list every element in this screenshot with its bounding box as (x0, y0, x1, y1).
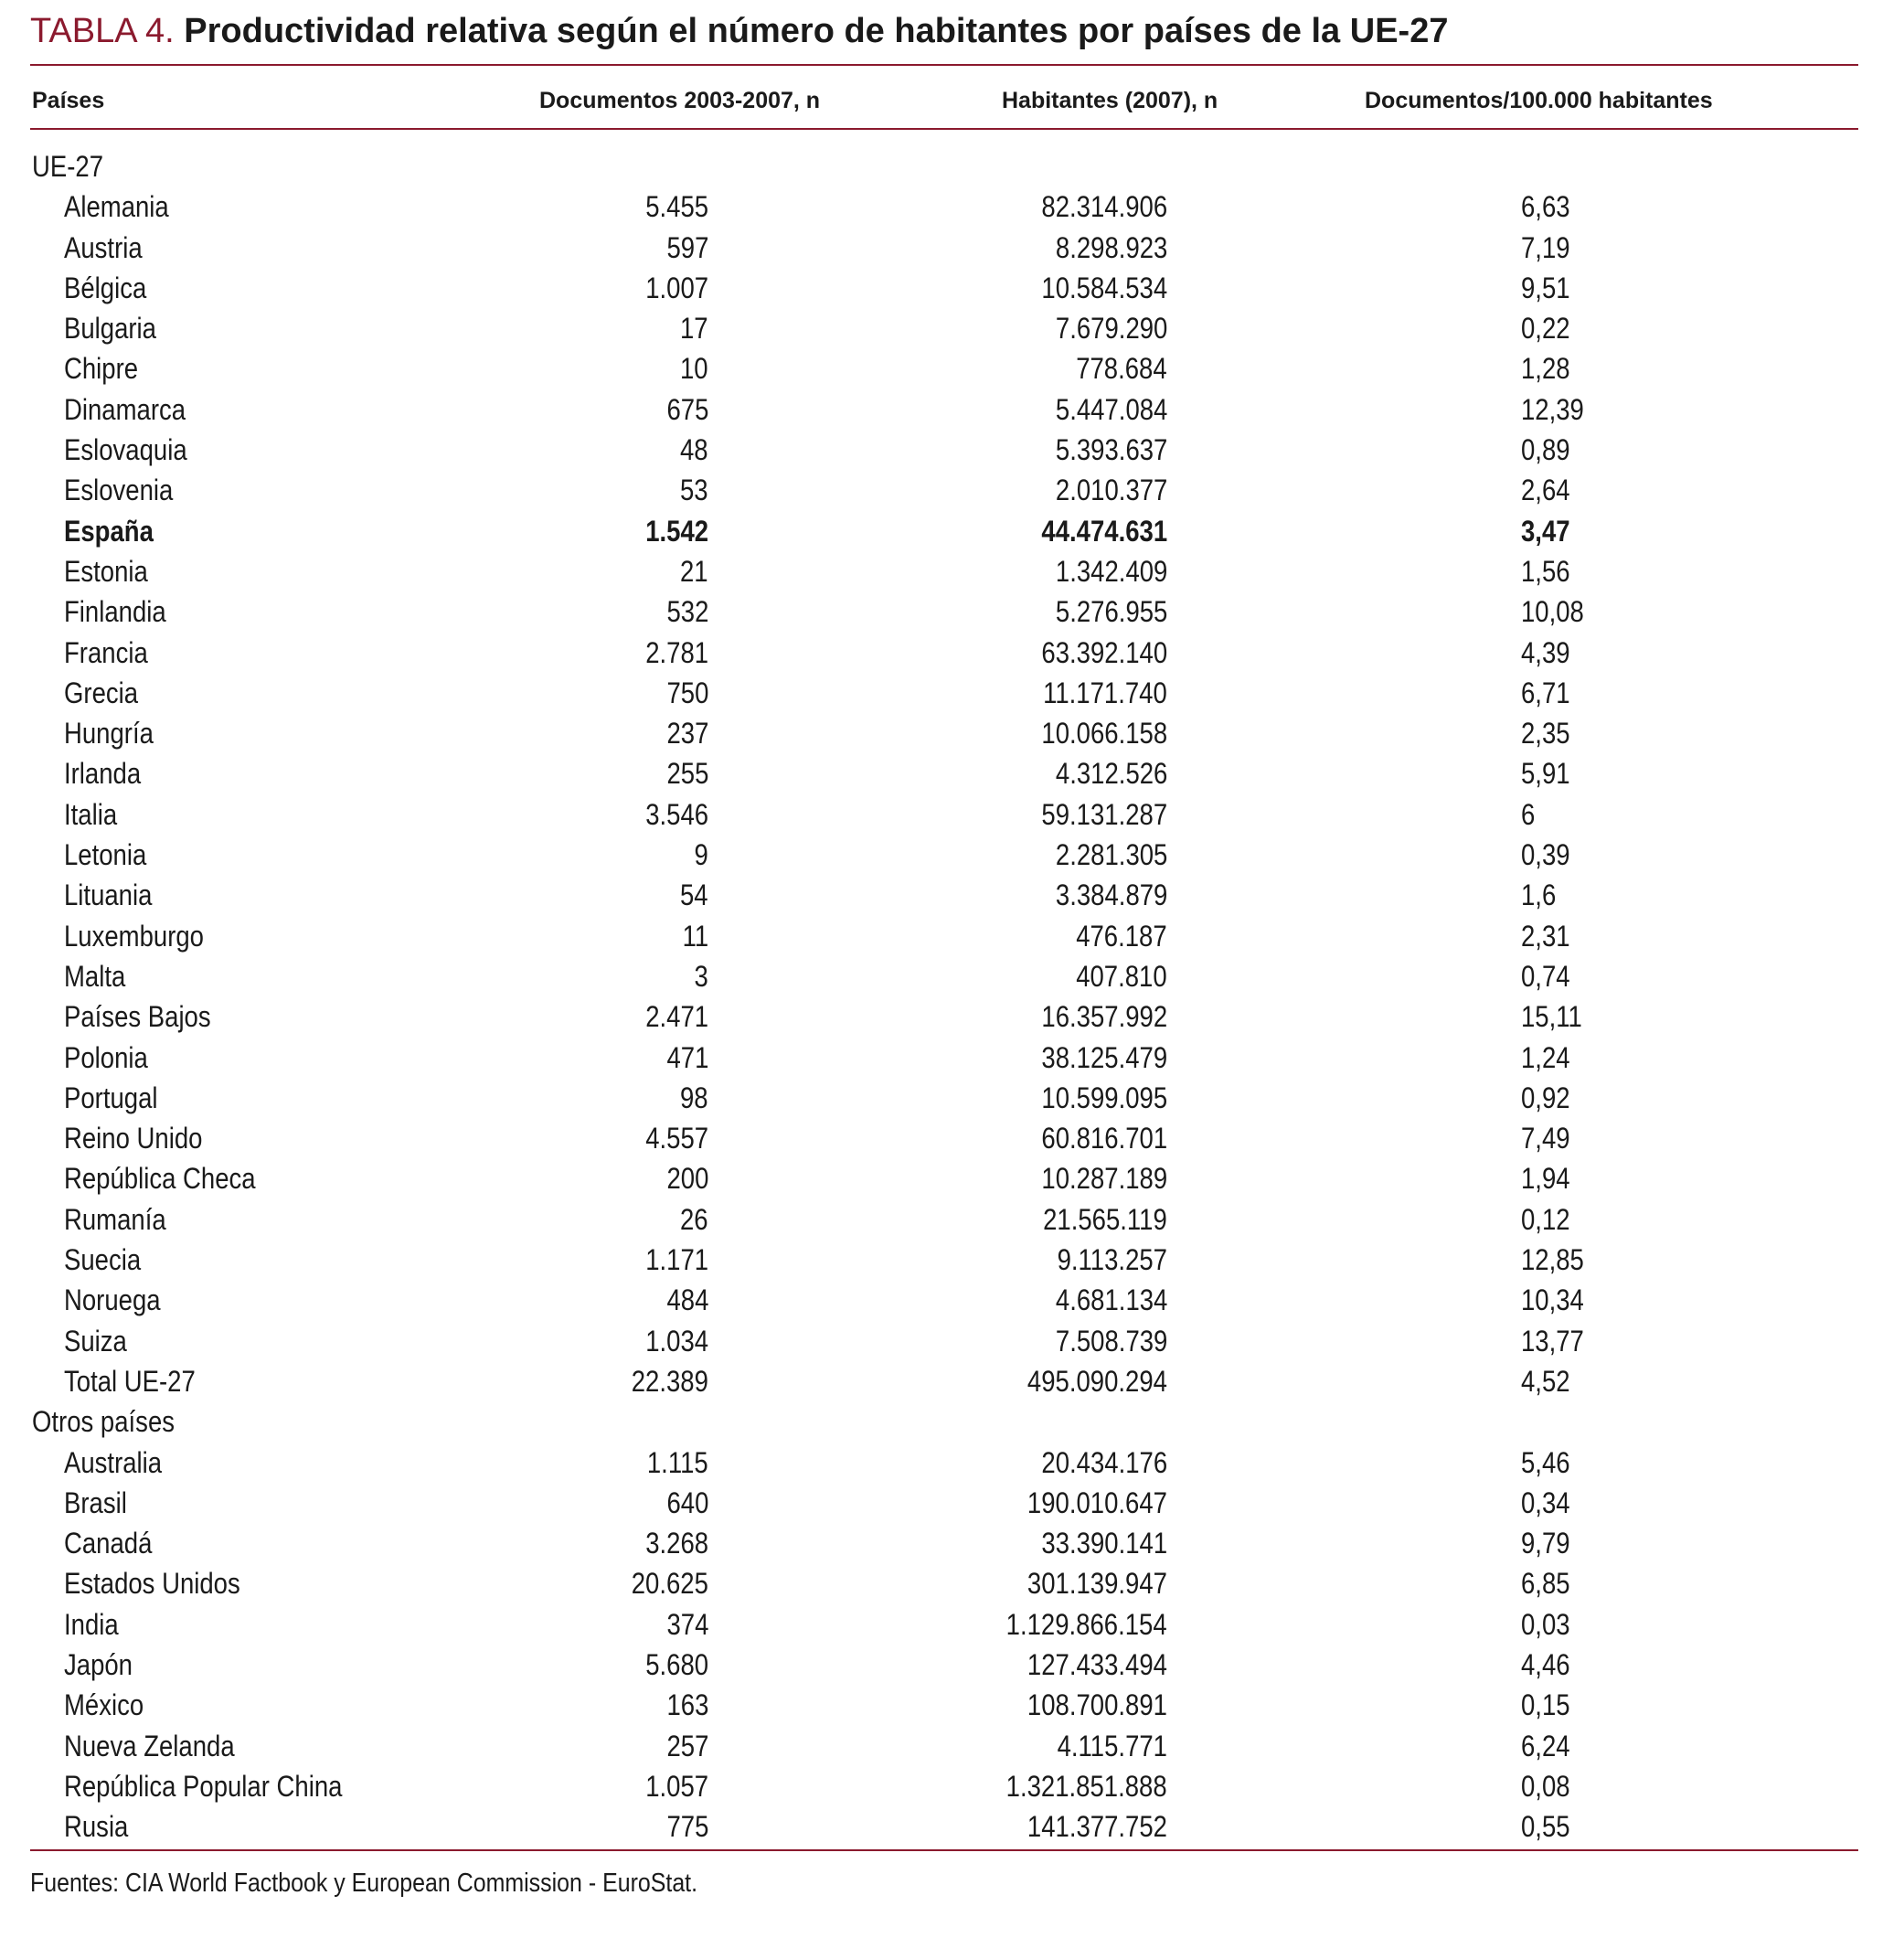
cell-country: Finlandia (64, 595, 166, 629)
cell-country: España (64, 514, 154, 548)
cell-inhabitants: 127.433.494 (1026, 1647, 1167, 1681)
cell-ratio: 0,74 (1521, 959, 1570, 993)
table-row (0, 470, 1904, 510)
table-row (0, 1240, 1904, 1280)
table-row (0, 633, 1904, 673)
cell-ratio: 0,12 (1521, 1202, 1570, 1236)
cell-ratio: 7,19 (1521, 230, 1570, 264)
cell-ratio: 0,15 (1521, 1688, 1570, 1722)
cell-country: Hungría (64, 717, 154, 751)
cell-documents: 2.471 (645, 1000, 708, 1034)
table-source-note: Fuentes: CIA World Factbook y European Commission - EuroStat. (30, 1869, 698, 1898)
cell-ratio: 0,92 (1521, 1081, 1570, 1114)
cell-inhabitants: 301.139.947 (1026, 1567, 1167, 1601)
cell-country: República Popular China (64, 1769, 343, 1803)
cell-country: Reino Unido (64, 1122, 203, 1155)
header-rule (30, 128, 1858, 130)
cell-country: Canadá (64, 1527, 153, 1560)
cell-country: Rusia (64, 1810, 129, 1844)
cell-inhabitants: 10.584.534 (1041, 271, 1167, 304)
cell-inhabitants: 20.434.176 (1041, 1445, 1167, 1479)
table-number: TABLA 4. (30, 12, 175, 50)
cell-inhabitants: 4.115.771 (1057, 1729, 1167, 1762)
cell-country: Suiza (64, 1324, 127, 1358)
cell-ratio: 5,46 (1521, 1445, 1570, 1479)
cell-documents: 3 (694, 959, 708, 993)
cell-documents: 1.034 (645, 1324, 708, 1358)
cell-country: Eslovaquia (64, 433, 187, 467)
cell-documents: 163 (666, 1688, 708, 1722)
table-row (0, 1563, 1904, 1603)
table-row (0, 1443, 1904, 1483)
cell-ratio: 6,63 (1521, 190, 1570, 224)
cell-documents: 4.557 (645, 1122, 708, 1155)
cell-inhabitants: 3.384.879 (1055, 878, 1167, 912)
cell-ratio: 1,94 (1521, 1162, 1570, 1196)
table-row (0, 1361, 1904, 1401)
cell-country: Total UE-27 (64, 1364, 196, 1398)
cell-country: Otros países (32, 1405, 176, 1439)
cell-documents: 3.268 (645, 1527, 708, 1560)
cell-inhabitants: 778.684 (1076, 352, 1167, 386)
table-row (0, 1685, 1904, 1725)
table-row (0, 389, 1904, 430)
cell-ratio: 4,46 (1521, 1647, 1570, 1681)
cell-ratio: 15,11 (1521, 1000, 1582, 1034)
cell-ratio: 6,85 (1521, 1567, 1570, 1601)
cell-country: Alemania (64, 190, 169, 224)
cell-country: Lituania (64, 878, 153, 912)
cell-inhabitants: 9.113.257 (1057, 1243, 1167, 1277)
cell-inhabitants: 5.447.084 (1055, 392, 1167, 426)
table-row (0, 916, 1904, 956)
cell-documents: 374 (666, 1607, 708, 1641)
cell-ratio: 6,24 (1521, 1729, 1570, 1762)
cell-inhabitants: 5.276.955 (1055, 595, 1167, 629)
cell-ratio: 10,08 (1521, 595, 1584, 629)
cell-country: India (64, 1607, 119, 1641)
cell-inhabitants: 60.816.701 (1041, 1122, 1167, 1155)
cell-inhabitants: 407.810 (1076, 959, 1167, 993)
cell-documents: 26 (680, 1202, 708, 1236)
cell-documents: 48 (680, 433, 708, 467)
cell-documents: 5.680 (645, 1647, 708, 1681)
cell-documents: 597 (666, 230, 708, 264)
column-header-country: Países (32, 88, 105, 113)
table-caption: Productividad relativa según el número de habitantes por países de la UE-27 (184, 12, 1449, 50)
table-row (0, 1078, 1904, 1118)
cell-inhabitants: 63.392.140 (1041, 635, 1167, 669)
cell-inhabitants: 141.377.752 (1026, 1810, 1167, 1844)
table-row (0, 591, 1904, 632)
table-row (0, 713, 1904, 753)
table-row (0, 1280, 1904, 1320)
table-row (0, 835, 1904, 875)
table-row (0, 511, 1904, 551)
cell-country: Bélgica (64, 271, 147, 304)
cell-inhabitants: 1.129.866.154 (1006, 1607, 1167, 1641)
table-row (0, 1523, 1904, 1563)
table-section-row (0, 1401, 1904, 1442)
cell-documents: 200 (666, 1162, 708, 1196)
table-row (0, 268, 1904, 308)
cell-ratio: 0,89 (1521, 433, 1570, 467)
cell-ratio: 9,79 (1521, 1527, 1570, 1560)
cell-inhabitants: 190.010.647 (1026, 1485, 1167, 1519)
cell-ratio: 0,39 (1521, 838, 1570, 872)
cell-country: Estados Unidos (64, 1567, 240, 1601)
cell-documents: 471 (666, 1040, 708, 1074)
cell-country: Bulgaria (64, 312, 156, 346)
cell-ratio: 12,39 (1521, 392, 1584, 426)
cell-ratio: 3,47 (1521, 514, 1570, 548)
cell-country: Países Bajos (64, 1000, 211, 1034)
cell-documents: 1.115 (647, 1445, 708, 1479)
cell-country: Grecia (64, 676, 139, 709)
column-header-documents: Documentos 2003-2007, n (539, 88, 821, 113)
cell-ratio: 13,77 (1521, 1324, 1584, 1358)
cell-country: Luxemburgo (64, 919, 204, 953)
cell-inhabitants: 38.125.479 (1041, 1040, 1167, 1074)
cell-ratio: 12,85 (1521, 1243, 1584, 1277)
cell-inhabitants: 59.131.287 (1041, 797, 1167, 831)
table-section-row (0, 146, 1904, 186)
cell-documents: 1.542 (645, 514, 708, 548)
cell-documents: 750 (666, 676, 708, 709)
cell-inhabitants: 1.342.409 (1055, 554, 1167, 588)
cell-country: Dinamarca (64, 392, 186, 426)
table-row (0, 1321, 1904, 1361)
top-rule (30, 64, 1858, 66)
cell-inhabitants: 4.681.134 (1055, 1283, 1167, 1317)
table-row (0, 673, 1904, 713)
bottom-rule (30, 1849, 1858, 1851)
cell-documents: 1.057 (645, 1769, 708, 1803)
table-row (0, 1483, 1904, 1523)
cell-inhabitants: 2.281.305 (1055, 838, 1167, 872)
cell-ratio: 1,24 (1521, 1040, 1570, 1074)
cell-documents: 255 (666, 757, 708, 791)
cell-ratio: 4,39 (1521, 635, 1570, 669)
table-row (0, 1158, 1904, 1198)
table-row (0, 228, 1904, 268)
table-row (0, 1806, 1904, 1847)
cell-documents: 1.007 (645, 271, 708, 304)
cell-inhabitants: 33.390.141 (1041, 1527, 1167, 1560)
cell-ratio: 0,34 (1521, 1485, 1570, 1519)
table-row (0, 1038, 1904, 1078)
cell-documents: 98 (680, 1081, 708, 1114)
column-header-inhabitants: Habitantes (2007), n (1002, 88, 1218, 113)
cell-inhabitants: 476.187 (1076, 919, 1167, 953)
cell-inhabitants: 11.171.740 (1043, 676, 1167, 709)
cell-ratio: 0,03 (1521, 1607, 1570, 1641)
table-title (30, 7, 1448, 55)
table-row (0, 308, 1904, 348)
cell-country: Rumanía (64, 1202, 166, 1236)
cell-inhabitants: 1.321.851.888 (1006, 1769, 1167, 1803)
table-row (0, 1645, 1904, 1685)
cell-country: Nueva Zelanda (64, 1729, 235, 1762)
cell-inhabitants: 2.010.377 (1055, 474, 1167, 507)
table-row (0, 348, 1904, 389)
table-row (0, 1199, 1904, 1240)
cell-country: Eslovenia (64, 474, 174, 507)
cell-inhabitants: 5.393.637 (1055, 433, 1167, 467)
cell-inhabitants: 82.314.906 (1041, 190, 1167, 224)
cell-documents: 2.781 (645, 635, 708, 669)
table-row (0, 1604, 1904, 1645)
cell-country: Polonia (64, 1040, 148, 1074)
table-row (0, 551, 1904, 591)
cell-country: Portugal (64, 1081, 158, 1114)
cell-country: Francia (64, 635, 148, 669)
cell-ratio: 1,6 (1521, 878, 1557, 912)
table-row (0, 186, 1904, 227)
cell-documents: 53 (680, 474, 708, 507)
cell-inhabitants: 7.508.739 (1055, 1324, 1167, 1358)
cell-inhabitants: 108.700.891 (1026, 1688, 1167, 1722)
cell-documents: 54 (680, 878, 708, 912)
cell-documents: 22.389 (631, 1364, 708, 1398)
table-body (0, 146, 1904, 1847)
cell-country: Suecia (64, 1243, 142, 1277)
cell-documents: 1.171 (645, 1243, 708, 1277)
table-row (0, 753, 1904, 793)
table-header (0, 80, 1904, 121)
cell-ratio: 9,51 (1521, 271, 1570, 304)
cell-country: República Checa (64, 1162, 256, 1196)
cell-documents: 10 (680, 352, 708, 386)
cell-country: Letonia (64, 838, 147, 872)
cell-documents: 640 (666, 1485, 708, 1519)
cell-country: Chipre (64, 352, 139, 386)
cell-country: Italia (64, 797, 118, 831)
cell-country: Irlanda (64, 757, 142, 791)
cell-inhabitants: 8.298.923 (1055, 230, 1167, 264)
cell-documents: 5.455 (645, 190, 708, 224)
cell-ratio: 6,71 (1521, 676, 1570, 709)
cell-country: Malta (64, 959, 126, 993)
cell-inhabitants: 10.287.189 (1041, 1162, 1167, 1196)
cell-country: Brasil (64, 1485, 127, 1519)
cell-ratio: 0,55 (1521, 1810, 1570, 1844)
cell-documents: 17 (680, 312, 708, 346)
cell-ratio: 6 (1521, 797, 1536, 831)
cell-inhabitants: 4.312.526 (1055, 757, 1167, 791)
cell-ratio: 1,56 (1521, 554, 1570, 588)
cell-ratio: 0,08 (1521, 1769, 1570, 1803)
table-row (0, 430, 1904, 470)
cell-country: Austria (64, 230, 143, 264)
cell-documents: 257 (666, 1729, 708, 1762)
cell-inhabitants: 21.565.119 (1043, 1202, 1167, 1236)
cell-inhabitants: 495.090.294 (1026, 1364, 1167, 1398)
cell-country: UE-27 (32, 150, 104, 183)
cell-ratio: 10,34 (1521, 1283, 1584, 1317)
cell-inhabitants: 10.066.158 (1041, 717, 1167, 751)
cell-ratio: 1,28 (1521, 352, 1570, 386)
cell-ratio: 4,52 (1521, 1364, 1570, 1398)
cell-documents: 532 (666, 595, 708, 629)
cell-inhabitants: 10.599.095 (1041, 1081, 1167, 1114)
table-row (0, 1726, 1904, 1766)
cell-ratio: 2,35 (1521, 717, 1570, 751)
table-row (0, 956, 1904, 996)
cell-ratio: 0,22 (1521, 312, 1570, 346)
table-row (0, 996, 1904, 1037)
cell-country: México (64, 1688, 144, 1722)
cell-ratio: 5,91 (1521, 757, 1570, 791)
cell-documents: 9 (694, 838, 708, 872)
cell-ratio: 2,31 (1521, 919, 1570, 953)
cell-ratio: 7,49 (1521, 1122, 1570, 1155)
cell-documents: 11 (682, 919, 708, 953)
column-header-ratio: Documentos/100.000 habitantes (1365, 88, 1713, 113)
table-row (0, 1118, 1904, 1158)
table-row (0, 1766, 1904, 1806)
cell-country: Australia (64, 1445, 163, 1479)
cell-country: Japón (64, 1647, 133, 1681)
cell-documents: 775 (666, 1810, 708, 1844)
cell-ratio: 2,64 (1521, 474, 1570, 507)
cell-inhabitants: 44.474.631 (1041, 514, 1167, 548)
cell-country: Noruega (64, 1283, 161, 1317)
cell-documents: 675 (666, 392, 708, 426)
cell-country: Estonia (64, 554, 148, 588)
cell-documents: 20.625 (631, 1567, 708, 1601)
table-row (0, 875, 1904, 915)
cell-documents: 484 (666, 1283, 708, 1317)
cell-documents: 3.546 (645, 797, 708, 831)
cell-inhabitants: 16.357.992 (1041, 1000, 1167, 1034)
cell-documents: 237 (666, 717, 708, 751)
cell-inhabitants: 7.679.290 (1055, 312, 1167, 346)
cell-documents: 21 (680, 554, 708, 588)
table-row (0, 794, 1904, 835)
